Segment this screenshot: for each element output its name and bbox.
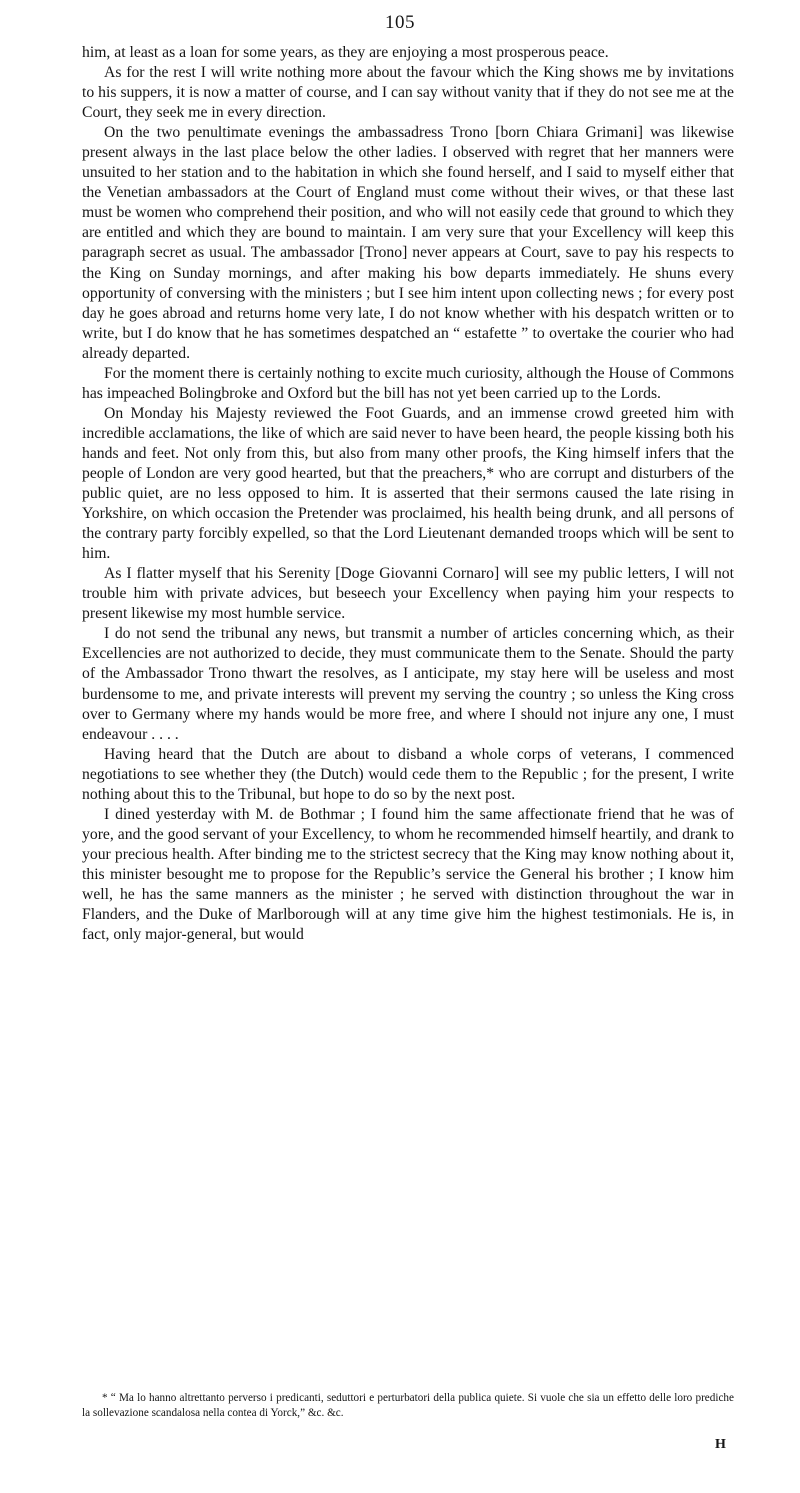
body-text <box>82 43 734 945</box>
paragraph-2: As for the rest I will write nothing more about the favour which the King shows me by invitations to his suppers, it is now a matter of course, and I can say without vanity that if they do not see me at the Court, they seek me in every direction. <box>82 64 734 122</box>
page-number: 105 <box>385 12 415 33</box>
signature-mark: H <box>715 1437 726 1452</box>
footnote: * “ Ma lo hanno altrettanto perverso i predicanti, seduttori e perturbatori della publica quiete. Si vuole che sia un effetto delle loro prediche la sollevazione scandalosa nella contea di Yorck,” &c. &c. <box>82 1392 734 1419</box>
paragraph-1: him, at least as a loan for some years, as they are enjoying a most prosperous peace. <box>82 44 609 61</box>
paragraph-5: On Monday his Majesty reviewed the Foot Guards, and an immense crowd greeted him with incredible acclamations, the like of which are said never to have been heard, the people kissing both his hands and feet. Not only from this, but also from many other proofs, the King himself infers that the people of London are very good hearted, but that the preachers,* who are corrupt and disturbers of the public quiet, are no less opposed to him. It is asserted that their sermons caused the late rising in Yorkshire, on which occasion the Pretender was proclaimed, his health being drunk, and all persons of the contrary party forcibly expelled, so that the Lord Lieutenant demanded troops which will be sent to him. <box>82 404 734 563</box>
paragraph-8: Having heard that the Dutch are about to disband a whole corps of veterans, I commenced negotiations to see whether they (the Dutch) would cede them to the Republic ; for the present, I write nothing about this to the Tribunal, but hope to do so by the next post. <box>82 745 734 803</box>
paragraph-7: I do not send the tribunal any news, but transmit a number of articles concerning which, as their Excellencies are not authorized to decide, they must communicate them to the Senate. Should the party of the Ambassador Trono thwart the resolves, as I anticipate, my stay here will be useless and most burdensome to me, and private interests will prevent my serving the country ; so unless the King cross over to Germany where my hands would be more free, and where I should not injure any one, I must endeavour . . . . <box>82 625 734 743</box>
paragraph-3: On the two penultimate evenings the ambassadress Trono [born Chiara Grimani] was likewise present always in the last place below the other ladies. I observed with regret that her manners were unsuited to her station and to the habitation in which she found herself, and I said to myself either that the Venetian ambassadors at the Court of England must come without their wives, or that these last must be women who comprehend their position, and who will not easily cede that ground to which they are entitled and which they are bound to maintain. I am very sure that your Excellency will keep this paragraph secret as usual. The ambassador [Trono] never appears at Court, save to pay his respects to the King on Sunday mornings, and after making his bow departs immediately. He shuns every opportunity of conversing with the ministers ; but I see him intent upon collecting news ; for every post day he goes abroad and returns home very late, I do not know whether with his despatch written or to write, but I do know that he has sometimes despatched an “ estafette ” to overtake the courier who had already departed. <box>82 124 734 362</box>
paragraph-6: As I flatter myself that his Serenity [Doge Giovanni Cornaro] will see my public letters, I will not trouble him with private advices, but beseech your Excellency when paying him your respects to present likewise my most humble service. <box>82 565 734 623</box>
paragraph-9: I dined yesterday with M. de Bothmar ; I found him the same affectionate friend that he was of yore, and the good servant of your Excellency, to whom he recommended himself heartily, and drank to your precious health. After binding me to the strictest secrecy that the King may know nothing about it, this minister besought me to propose for the Republic’s service the General his brother ; I know him well, he has the same manners as the minister ; he served with distinction throughout the war in Flanders, and the Duke of Marlborough will at any time give him the highest testimonials. He is, in fact, only major-general, but would <box>82 805 734 944</box>
paragraph-4: For the moment there is certainly nothing to excite much curiosity, although the House of Commons has impeached Bolingbroke and Oxford but the bill has not yet been carried up to the Lords. <box>82 364 734 402</box>
